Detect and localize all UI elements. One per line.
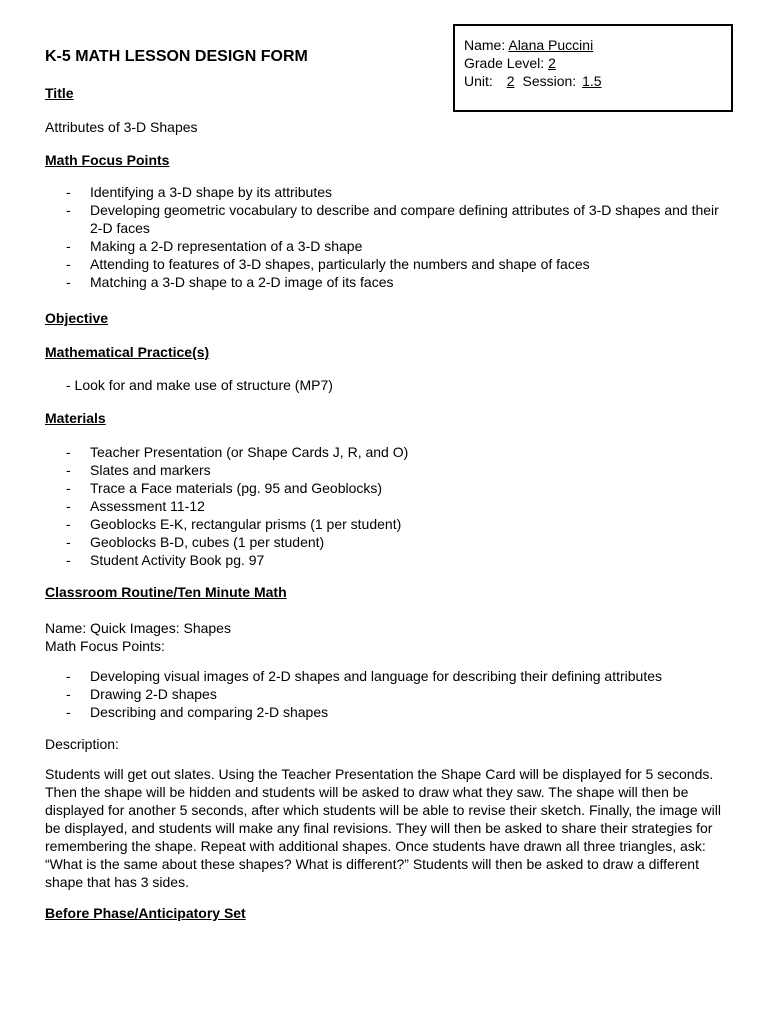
objective-heading: Objective: [45, 310, 109, 326]
focus-points-list: [66, 183, 730, 291]
session-value: 1.5: [582, 73, 602, 89]
materials-heading: Materials: [45, 410, 106, 426]
description-label: Description:: [45, 736, 119, 752]
unit-label: Unit:: [464, 73, 493, 89]
list-item: - Identifying a 3-D shape by its attributes: [66, 184, 333, 200]
list-item: - Teacher Presentation (or Shape Cards J, R, and O): [66, 444, 409, 460]
list-item: - Developing visual images of 2-D shapes and language for describing their defining attributes: [66, 668, 663, 684]
focus-heading: Math Focus Points: [45, 152, 170, 168]
name-label: Name:: [464, 37, 506, 53]
list-item: - Drawing 2-D shapes: [66, 686, 217, 702]
name-value: Alana Puccini: [508, 37, 594, 53]
list-item: - Slates and markers: [66, 462, 211, 478]
grade-line: [464, 54, 562, 72]
grade-value: 2: [548, 55, 556, 71]
practice-heading: Mathematical Practice(s): [45, 344, 210, 360]
routine-focus-label: Math Focus Points:: [45, 638, 165, 654]
list-item: - Attending to features of 3-D shapes, particularly the numbers and shape of faces: [66, 256, 590, 272]
list-item: - Developing geometric vocabulary to describe and compare defining attributes of 3-D shapes and their 2-D faces: [66, 202, 719, 236]
list-item: - Matching a 3-D shape to a 2-D image of its faces: [66, 274, 394, 290]
description-text: Students will get out slates. Using the Teacher Presentation the Shape Card will be displayed for 5 seconds. Then the shape will be hidden and students will be asked to draw what they saw. The shape will then be displayed for another 5 seconds, after which students will be able to revise their sketch. Finally, the image will be displayed, and students will make any final revisions. They will then be asked to share their strategies for remembering the shape. Repeat with additional shapes. Once students have drawn all three triangles, ask: “What is the same about these shapes? What is different?” Students will then be asked to draw a different shape that has 3 sides.: [45, 766, 721, 890]
session-label: Session:: [522, 73, 577, 89]
list-item: - Student Activity Book pg. 97: [66, 552, 265, 568]
list-item: - Geoblocks E-K, rectangular prisms (1 per student): [66, 516, 402, 532]
routine-points-list: [66, 667, 730, 721]
routine-name: Name: Quick Images: Shapes: [45, 620, 231, 636]
name-line: [464, 36, 593, 54]
list-item: - Describing and comparing 2-D shapes: [66, 704, 329, 720]
unit-session-line: [464, 72, 608, 90]
list-item: - Making a 2-D representation of a 3-D shape: [66, 238, 363, 254]
materials-list: [66, 443, 730, 569]
list-item: - Geoblocks B-D, cubes (1 per student): [66, 534, 325, 550]
practice-text: - Look for and make use of structure (MP7): [66, 377, 333, 393]
teacher-info-box: [453, 24, 733, 112]
routine-heading: Classroom Routine/Ten Minute Math: [45, 584, 287, 600]
grade-label: Grade Level:: [464, 55, 545, 71]
list-item: - Trace a Face materials (pg. 95 and Geoblocks): [66, 480, 383, 496]
list-item: - Assessment 11-12: [66, 498, 205, 514]
title-text: Attributes of 3-D Shapes: [45, 119, 198, 135]
before-phase-heading: Before Phase/Anticipatory Set: [45, 905, 246, 921]
title-heading: Title: [45, 85, 74, 101]
form-title: K-5 MATH LESSON DESIGN FORM: [45, 48, 308, 65]
unit-value: 2: [506, 73, 515, 89]
